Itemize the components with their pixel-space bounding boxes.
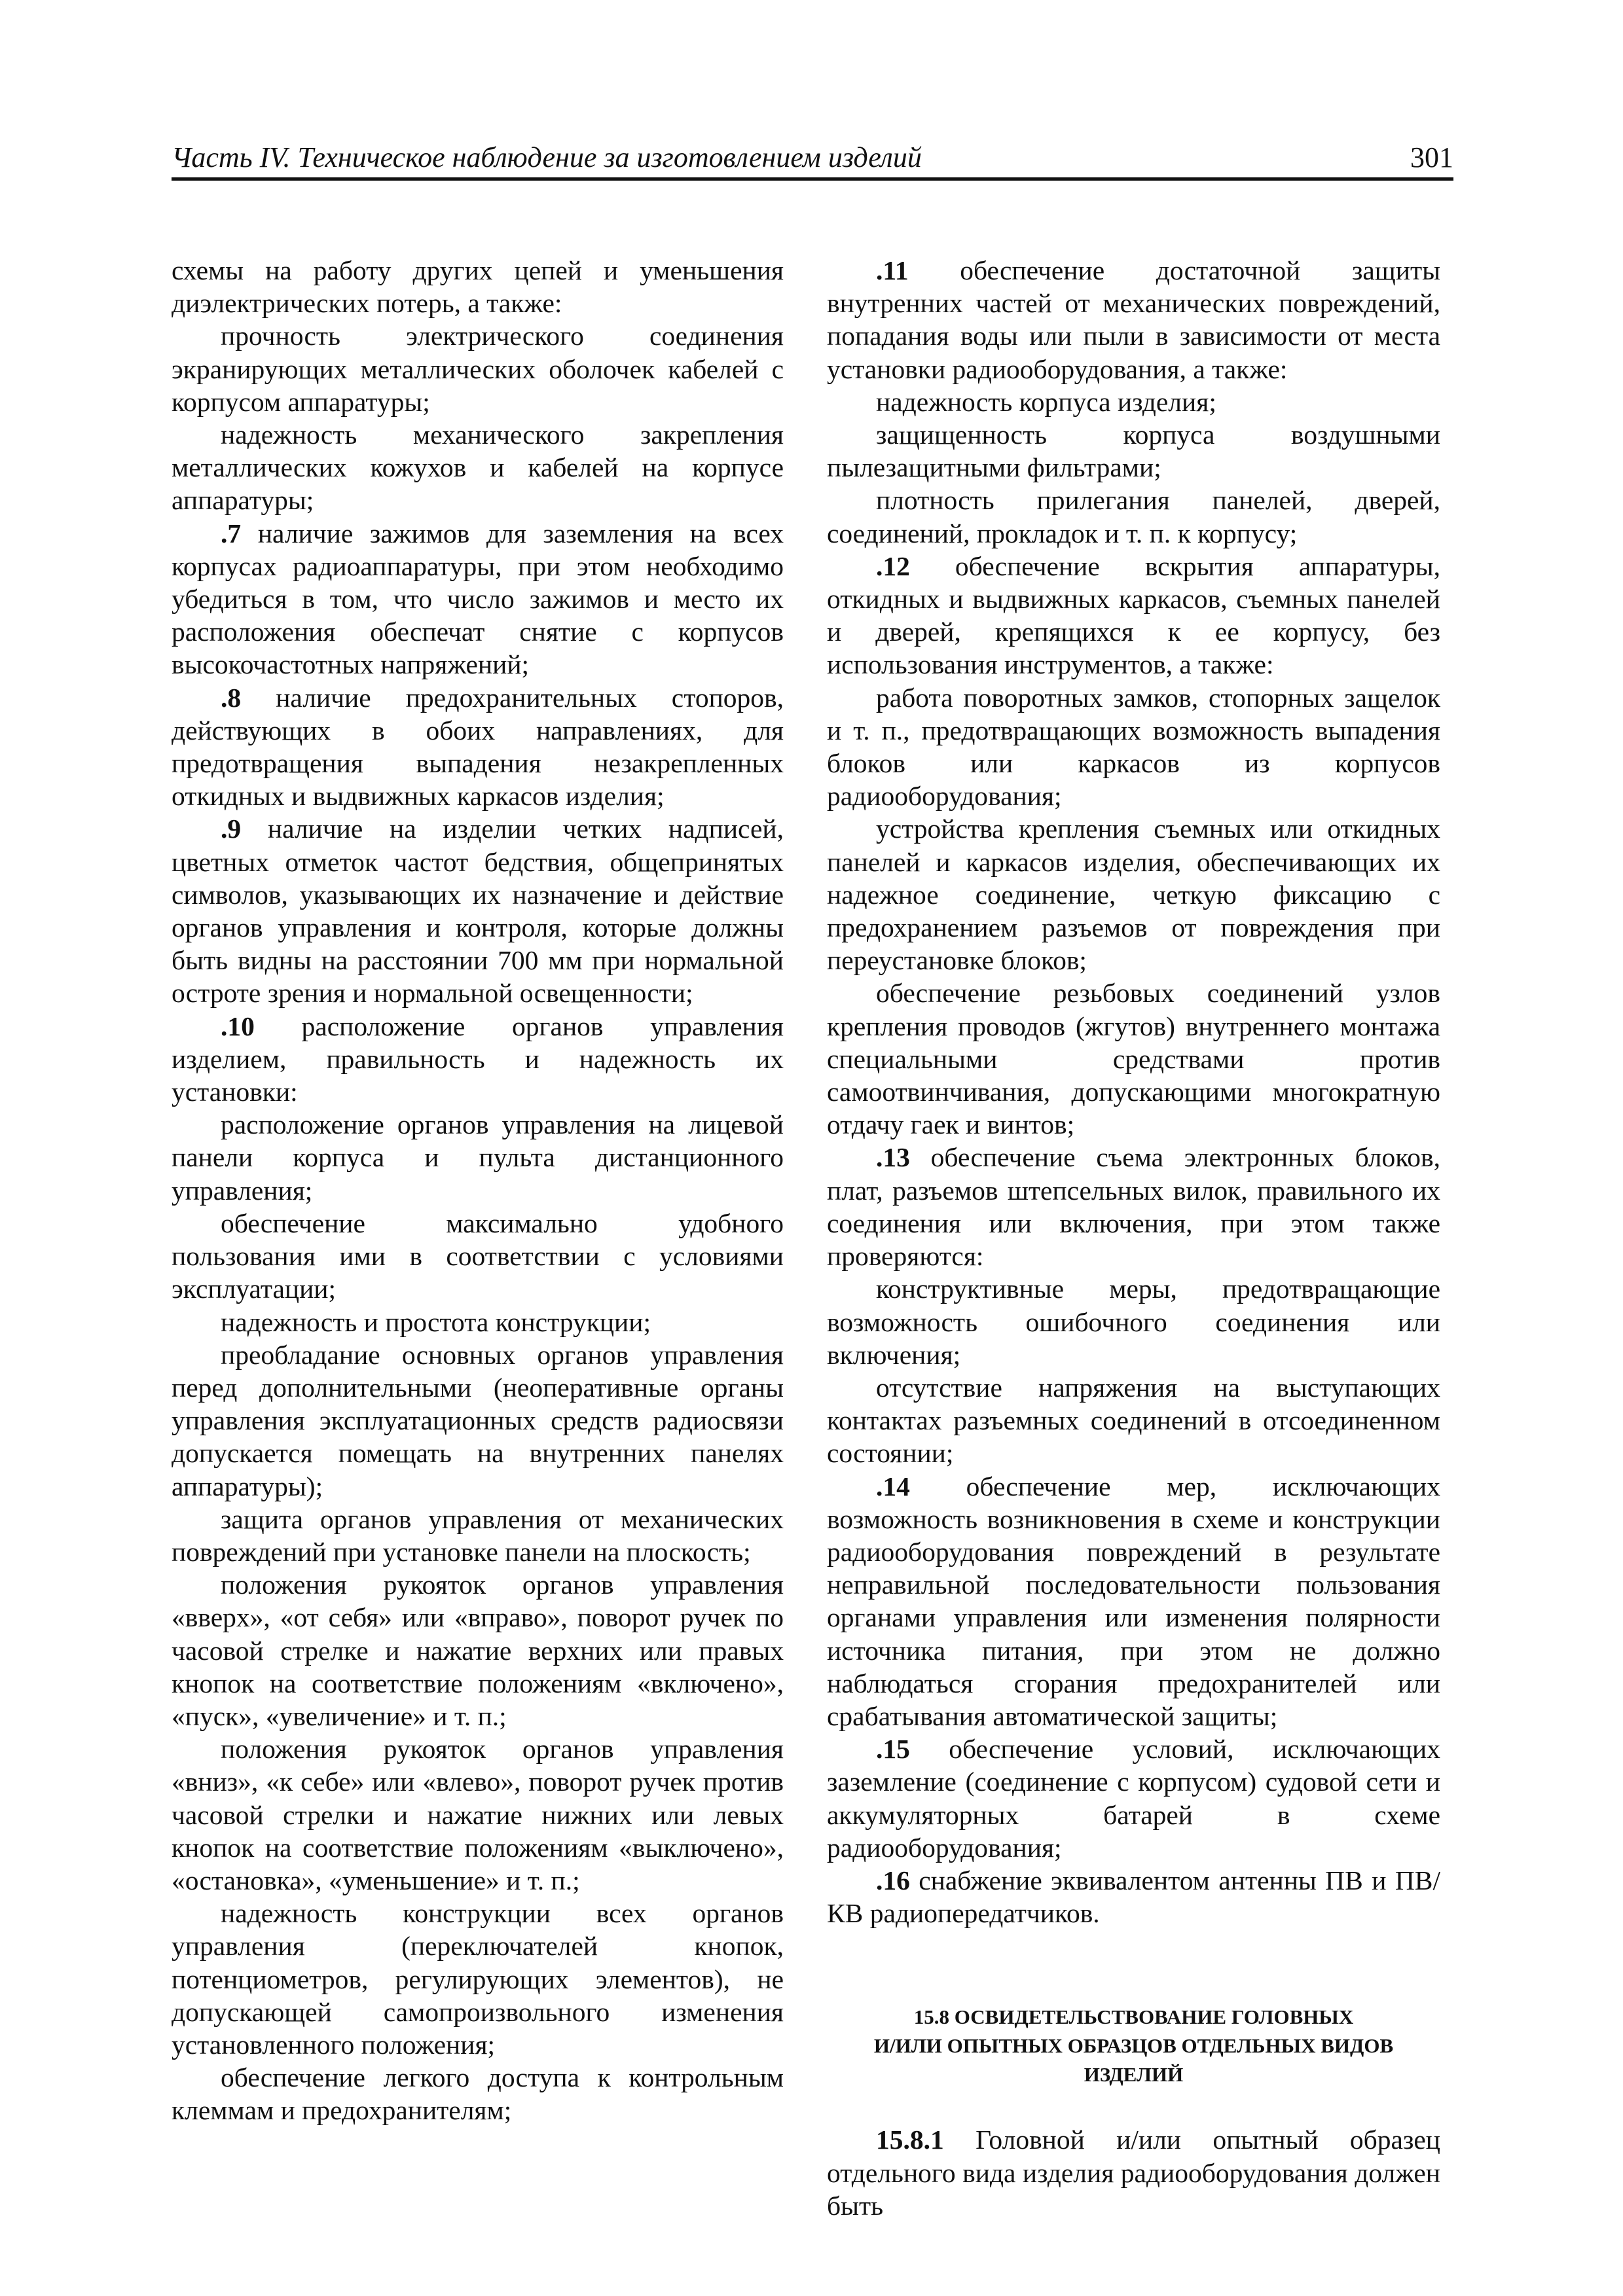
paragraph xyxy=(827,484,1440,549)
paragraph-number: .7 xyxy=(221,518,242,548)
section-heading-line1: 15.8 ОСВИДЕТЕЛЬСТВОВАНИЕ ГОЛОВНЫХ xyxy=(913,2005,1354,2029)
paragraph xyxy=(172,319,784,418)
paragraph-text: надежность и простота конструкции; xyxy=(221,1306,651,1337)
paragraph xyxy=(172,1338,784,1503)
paragraph-number: .8 xyxy=(221,682,242,713)
paragraph-text: преобладание основных органов управления перед дополнительными (неоперативные органы управления эксплуатационных средств радиосвязи допускается помещать на внутренних панелях аппаратуры); xyxy=(172,1339,784,1501)
paragraph xyxy=(172,2061,784,2126)
paragraph xyxy=(827,681,1440,813)
paragraph-text: расположение органов управления изделием, правильность и надежность их установки: xyxy=(172,1011,784,1107)
paragraph xyxy=(827,1864,1440,1929)
paragraph xyxy=(827,1141,1440,1272)
paragraph-text: обеспечение условий, исключающих заземление (соединение с корпусом) судовой сети и аккумуляторных батарей в схеме радиооборудования; xyxy=(827,1734,1440,1863)
paragraph-text: работа поворотных замков, стопорных защелок и т. п., предотвращающих возможность выпадения блоков или каркасов из корпусов радиооборудования; xyxy=(827,682,1440,812)
paragraph-text: надежность корпуса изделия; xyxy=(876,386,1216,417)
paragraph xyxy=(172,681,784,813)
paragraph xyxy=(172,418,784,517)
paragraph-text: снабжение эквивалентом антенны ПВ и ПВ/КВ радиопередатчиков. xyxy=(827,1865,1440,1929)
paragraph xyxy=(172,1306,784,1338)
paragraph xyxy=(827,812,1440,977)
paragraph xyxy=(827,386,1440,418)
paragraph xyxy=(827,1272,1440,1371)
paragraph xyxy=(827,977,1440,1141)
section-paragraph xyxy=(827,2123,1440,2222)
paragraph-text: расположение органов управления на лицевой панели корпуса и пульта дистанционного управления; xyxy=(172,1109,784,1206)
paragraph xyxy=(827,1371,1440,1470)
paragraph-number: .12 xyxy=(876,550,910,581)
paragraph-text: положения рукояток органов управления «вверх», «от себя» или «вправо», поворот ручек по часовой стрелке и нажатие верхних или правых кнопок на соответствие положениям «включено», «пуск», «увеличение» и т. п.; xyxy=(172,1570,784,1731)
right-column-items xyxy=(827,254,1440,1929)
paragraph-text: плотность прилегания панелей, дверей, соединений, прокладок и т. п. к корпусу; xyxy=(827,485,1440,548)
paragraph-number: .15 xyxy=(876,1734,910,1765)
paragraph-text: надежность конструкции всех органов управления (переключателей кнопок, потенциометров, регулирующих элементов), не допускающей самопроизвольного изменения установленного положения; xyxy=(172,1898,784,2060)
paragraph xyxy=(172,1207,784,1306)
right-column xyxy=(827,254,1440,2222)
paragraph-text: обеспечение легкого доступа к контрольным клеммам и предохранителям; xyxy=(172,2062,784,2126)
paragraph-text: отсутствие напряжения на выступающих контактах разъемных соединений в отсоединенном состоянии; xyxy=(827,1372,1440,1469)
paragraph xyxy=(827,1732,1440,1864)
paragraph-text: обеспечение максимально удобного пользования ими в соответствии с условиями эксплуатации; xyxy=(172,1208,784,1304)
paragraph-text: Головной и/или опытный образец отдельного вида изделия радиооборудования должен быть xyxy=(827,2125,1440,2221)
section-heading xyxy=(827,2003,1440,2089)
paragraph-text: обеспечение съема электронных блоков, плат, разъемов штепсельных вилок, правильного их соединения или включения, при этом также проверяются: xyxy=(827,1142,1440,1272)
paragraph-text: конструктивные меры, предотвращающие возможность ошибочного соединения или включения; xyxy=(827,1274,1440,1370)
paragraph xyxy=(827,254,1440,386)
left-column xyxy=(172,254,784,2127)
running-header xyxy=(172,141,1453,181)
paragraph-text: защищенность корпуса воздушными пылезащитными фильтрами; xyxy=(827,420,1440,483)
paragraph-text: устройства крепления съемных или откидных панелей и каркасов изделия, обеспечивающих их надежное соединение, четкую фиксацию с предохранением разъемов от повреждения при переустановке блоков; xyxy=(827,814,1440,976)
paragraph xyxy=(827,550,1440,681)
paragraph-text: обеспечение резьбовых соединений узлов крепления проводов (жгутов) внутреннего монтажа специальными средствами против самоотвинчивания, допускающими многократную отдачу гаек и винтов; xyxy=(827,978,1440,1140)
paragraph-text: надежность механического закрепления металлических кожухов и кабелей на корпусе аппаратуры; xyxy=(172,420,784,516)
paragraph-text: обеспечение вскрытия аппаратуры, откидных и выдвижных каркасов, съемных панелей и дверей, крепящихся к ее корпусу, без использования инструментов, а также: xyxy=(827,550,1440,680)
paragraph-number: .11 xyxy=(876,255,909,285)
paragraph-text: защита органов управления от механических повреждений при установке панели на плоскость; xyxy=(172,1503,784,1567)
paragraph-number: .10 xyxy=(221,1011,255,1041)
paragraph xyxy=(172,254,784,319)
paragraph-number: 15.8.1 xyxy=(876,2125,944,2155)
paragraph xyxy=(172,1897,784,2061)
paragraph-number: .13 xyxy=(876,1142,910,1173)
paragraph xyxy=(172,517,784,681)
header-title: Часть IV. Техническое наблюдение за изготовлением изделий xyxy=(172,141,922,173)
page-number: 301 xyxy=(1410,141,1453,173)
paragraph-number: .9 xyxy=(221,814,242,844)
section-heading-line2: И/ИЛИ ОПЫТНЫХ ОБРАЗЦОВ ОТДЕЛЬНЫХ ВИДОВ ИЗДЕЛИЙ xyxy=(873,2034,1394,2087)
paragraph xyxy=(827,1470,1440,1733)
paragraph-text: прочность электрического соединения экранирующих металлических оболочек кабелей с корпусом аппаратуры; xyxy=(172,321,784,417)
paragraph xyxy=(172,1732,784,1897)
paragraph-text: схемы на работу других цепей и уменьшения диэлектрических потерь, а также: xyxy=(172,255,784,319)
paragraph-text: положения рукояток органов управления «вниз», «к себе» или «влево», поворот ручек против часовой стрелки и нажатие нижних или левых кнопок на соответствие положениям «выключено», «остановка», «уменьшение» и т. п.; xyxy=(172,1734,784,1895)
paragraph-number: .14 xyxy=(876,1471,910,1501)
paragraph-text: наличие на изделии четких надписей, цветных отметок частот бедствия, общепринятых символов, указывающих их назначение и действие органов управления и контроля, которые должны быть видны на расстоянии 700 мм при нормальной остроте зрения и нормальной освещенности; xyxy=(172,814,784,1009)
paragraph-text: обеспечение достаточной защиты внутренних частей от механических повреждений, попадания воды или пыли в зависимости от места установки радиооборудования, а также: xyxy=(827,255,1440,384)
paragraph-text: наличие зажимов для заземления на всех корпусах радиоаппаратуры, при этом необходимо убедиться в том, что число зажимов и место их расположения обеспечат снятие с корпусов высокочастотных напряжений; xyxy=(172,518,784,680)
paragraph xyxy=(827,418,1440,484)
paragraph xyxy=(172,1108,784,1207)
paragraph xyxy=(172,812,784,1009)
paragraph-number: .16 xyxy=(876,1865,910,1895)
paragraph xyxy=(172,1503,784,1568)
paragraph xyxy=(172,1010,784,1109)
paragraph xyxy=(172,1568,784,1732)
paragraph-text: обеспечение мер, исключающих возможность возникновения в схеме и конструкции радиооборудования повреждений в результате неправильной последовательности пользования органами управления или изменения полярности источника питания, при этом не должно наблюдаться сгорания предохранителей или срабатывания автоматической защиты; xyxy=(827,1471,1440,1731)
paragraph-text: наличие предохранительных стопоров, действующих в обоих направлениях, для предотвращения выпадения незакрепленных откидных и выдвижных каркасов изделия; xyxy=(172,682,784,812)
